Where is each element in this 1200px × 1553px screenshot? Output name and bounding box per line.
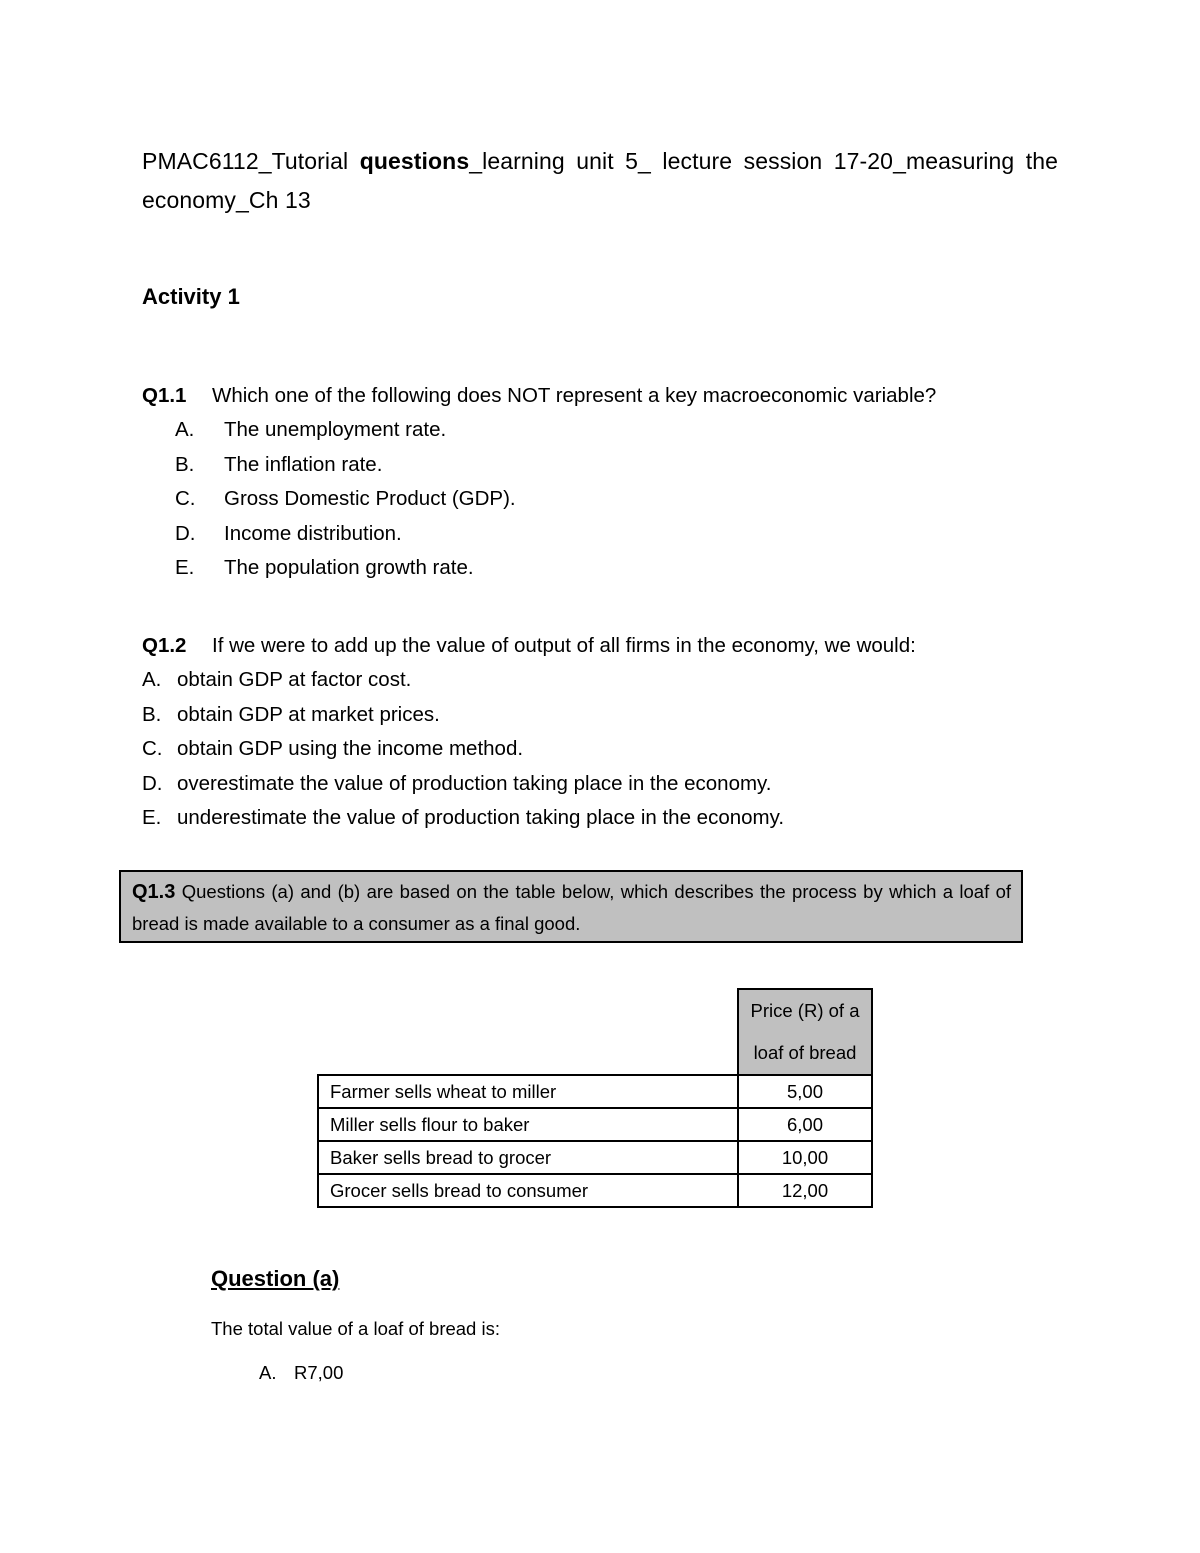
option-text: obtain GDP at factor cost. — [177, 668, 412, 691]
stage-cell: Baker sells bread to grocer — [318, 1141, 738, 1174]
option-item — [175, 517, 516, 552]
option-item — [142, 663, 784, 698]
option-item — [175, 482, 516, 517]
question-text: Which one of the following does NOT represent a key macroeconomic variable? — [212, 384, 937, 407]
price-column-header: Price (R) of a loaf of bread — [738, 989, 872, 1075]
question-number: Q1.2 — [142, 634, 187, 657]
option-text: overestimate the value of production taking place in the economy. — [177, 771, 772, 795]
title-part-1: PMAC6112_Tutorial — [142, 148, 360, 174]
table-row — [318, 1075, 872, 1108]
title-bold-word: questions — [359, 148, 470, 174]
option-letter: A. — [142, 668, 162, 691]
question-1-1 — [142, 379, 936, 413]
option-item — [142, 732, 784, 767]
question-number: Q1.1 — [142, 384, 187, 407]
question-a-text: The total value of a loaf of bread is: — [211, 1318, 500, 1339]
option-item — [142, 801, 784, 836]
option-letter: D. — [175, 521, 196, 545]
question-number: Q1.3 — [132, 881, 176, 903]
table-row — [318, 1174, 872, 1207]
title-part-2: _learning unit 5_ lecture session 17-20_measuring the economy_Ch 13 — [142, 148, 1058, 213]
q1-2-options — [142, 663, 784, 836]
table-row — [318, 1108, 872, 1141]
option-text: underestimate the value of production taking place in the economy. — [177, 806, 785, 829]
option-text: obtain GDP using the income method. — [177, 737, 524, 760]
option-letter: E. — [142, 806, 162, 829]
option-letter: A. — [259, 1362, 277, 1383]
question-1-2 — [142, 629, 916, 663]
option-text: The unemployment rate. — [224, 418, 447, 441]
price-cell: 10,00 — [738, 1141, 872, 1174]
question-text: Questions (a) and (b) are based on the table below, which describes the process by which a loaf of bread is made available to a consumer as a final good. — [132, 881, 1012, 934]
activity-heading: Activity 1 — [142, 284, 240, 309]
document-title — [142, 142, 1058, 220]
option-letter: A. — [175, 418, 195, 441]
option-text: The population growth rate. — [224, 556, 474, 579]
q1-3-instruction-box — [119, 870, 1023, 943]
option-item — [175, 551, 516, 586]
option-letter: C. — [142, 737, 163, 760]
option-item — [142, 698, 784, 733]
question-a-heading: Question (a) — [211, 1266, 340, 1291]
stage-cell: Grocer sells bread to consumer — [318, 1174, 738, 1207]
price-cell: 5,00 — [738, 1075, 872, 1108]
option-text: R7,00 — [294, 1362, 344, 1383]
option-letter: D. — [142, 771, 163, 795]
stage-cell: Farmer sells wheat to miller — [318, 1075, 738, 1108]
empty-header-cell — [318, 989, 738, 1075]
option-letter: E. — [175, 556, 195, 579]
table-row — [318, 1141, 872, 1174]
option-text: The inflation rate. — [224, 452, 383, 476]
option-text: Income distribution. — [224, 521, 402, 545]
option-letter: B. — [175, 452, 195, 476]
option-item — [175, 448, 516, 483]
price-cell: 6,00 — [738, 1108, 872, 1141]
q1-1-options — [175, 413, 516, 586]
option-text: Gross Domestic Product (GDP). — [224, 487, 516, 510]
option-letter: B. — [142, 702, 162, 726]
option-item — [142, 767, 784, 802]
price-cell: 12,00 — [738, 1174, 872, 1207]
table-header-row — [318, 989, 872, 1075]
option-item — [175, 413, 516, 448]
option-letter: C. — [175, 487, 196, 510]
stage-cell: Miller sells flour to baker — [318, 1108, 738, 1141]
option-text: obtain GDP at market prices. — [177, 702, 440, 726]
option-item — [259, 1362, 343, 1384]
question-text: If we were to add up the value of output of all firms in the economy, we would: — [212, 634, 916, 657]
bread-price-table — [317, 988, 873, 1208]
